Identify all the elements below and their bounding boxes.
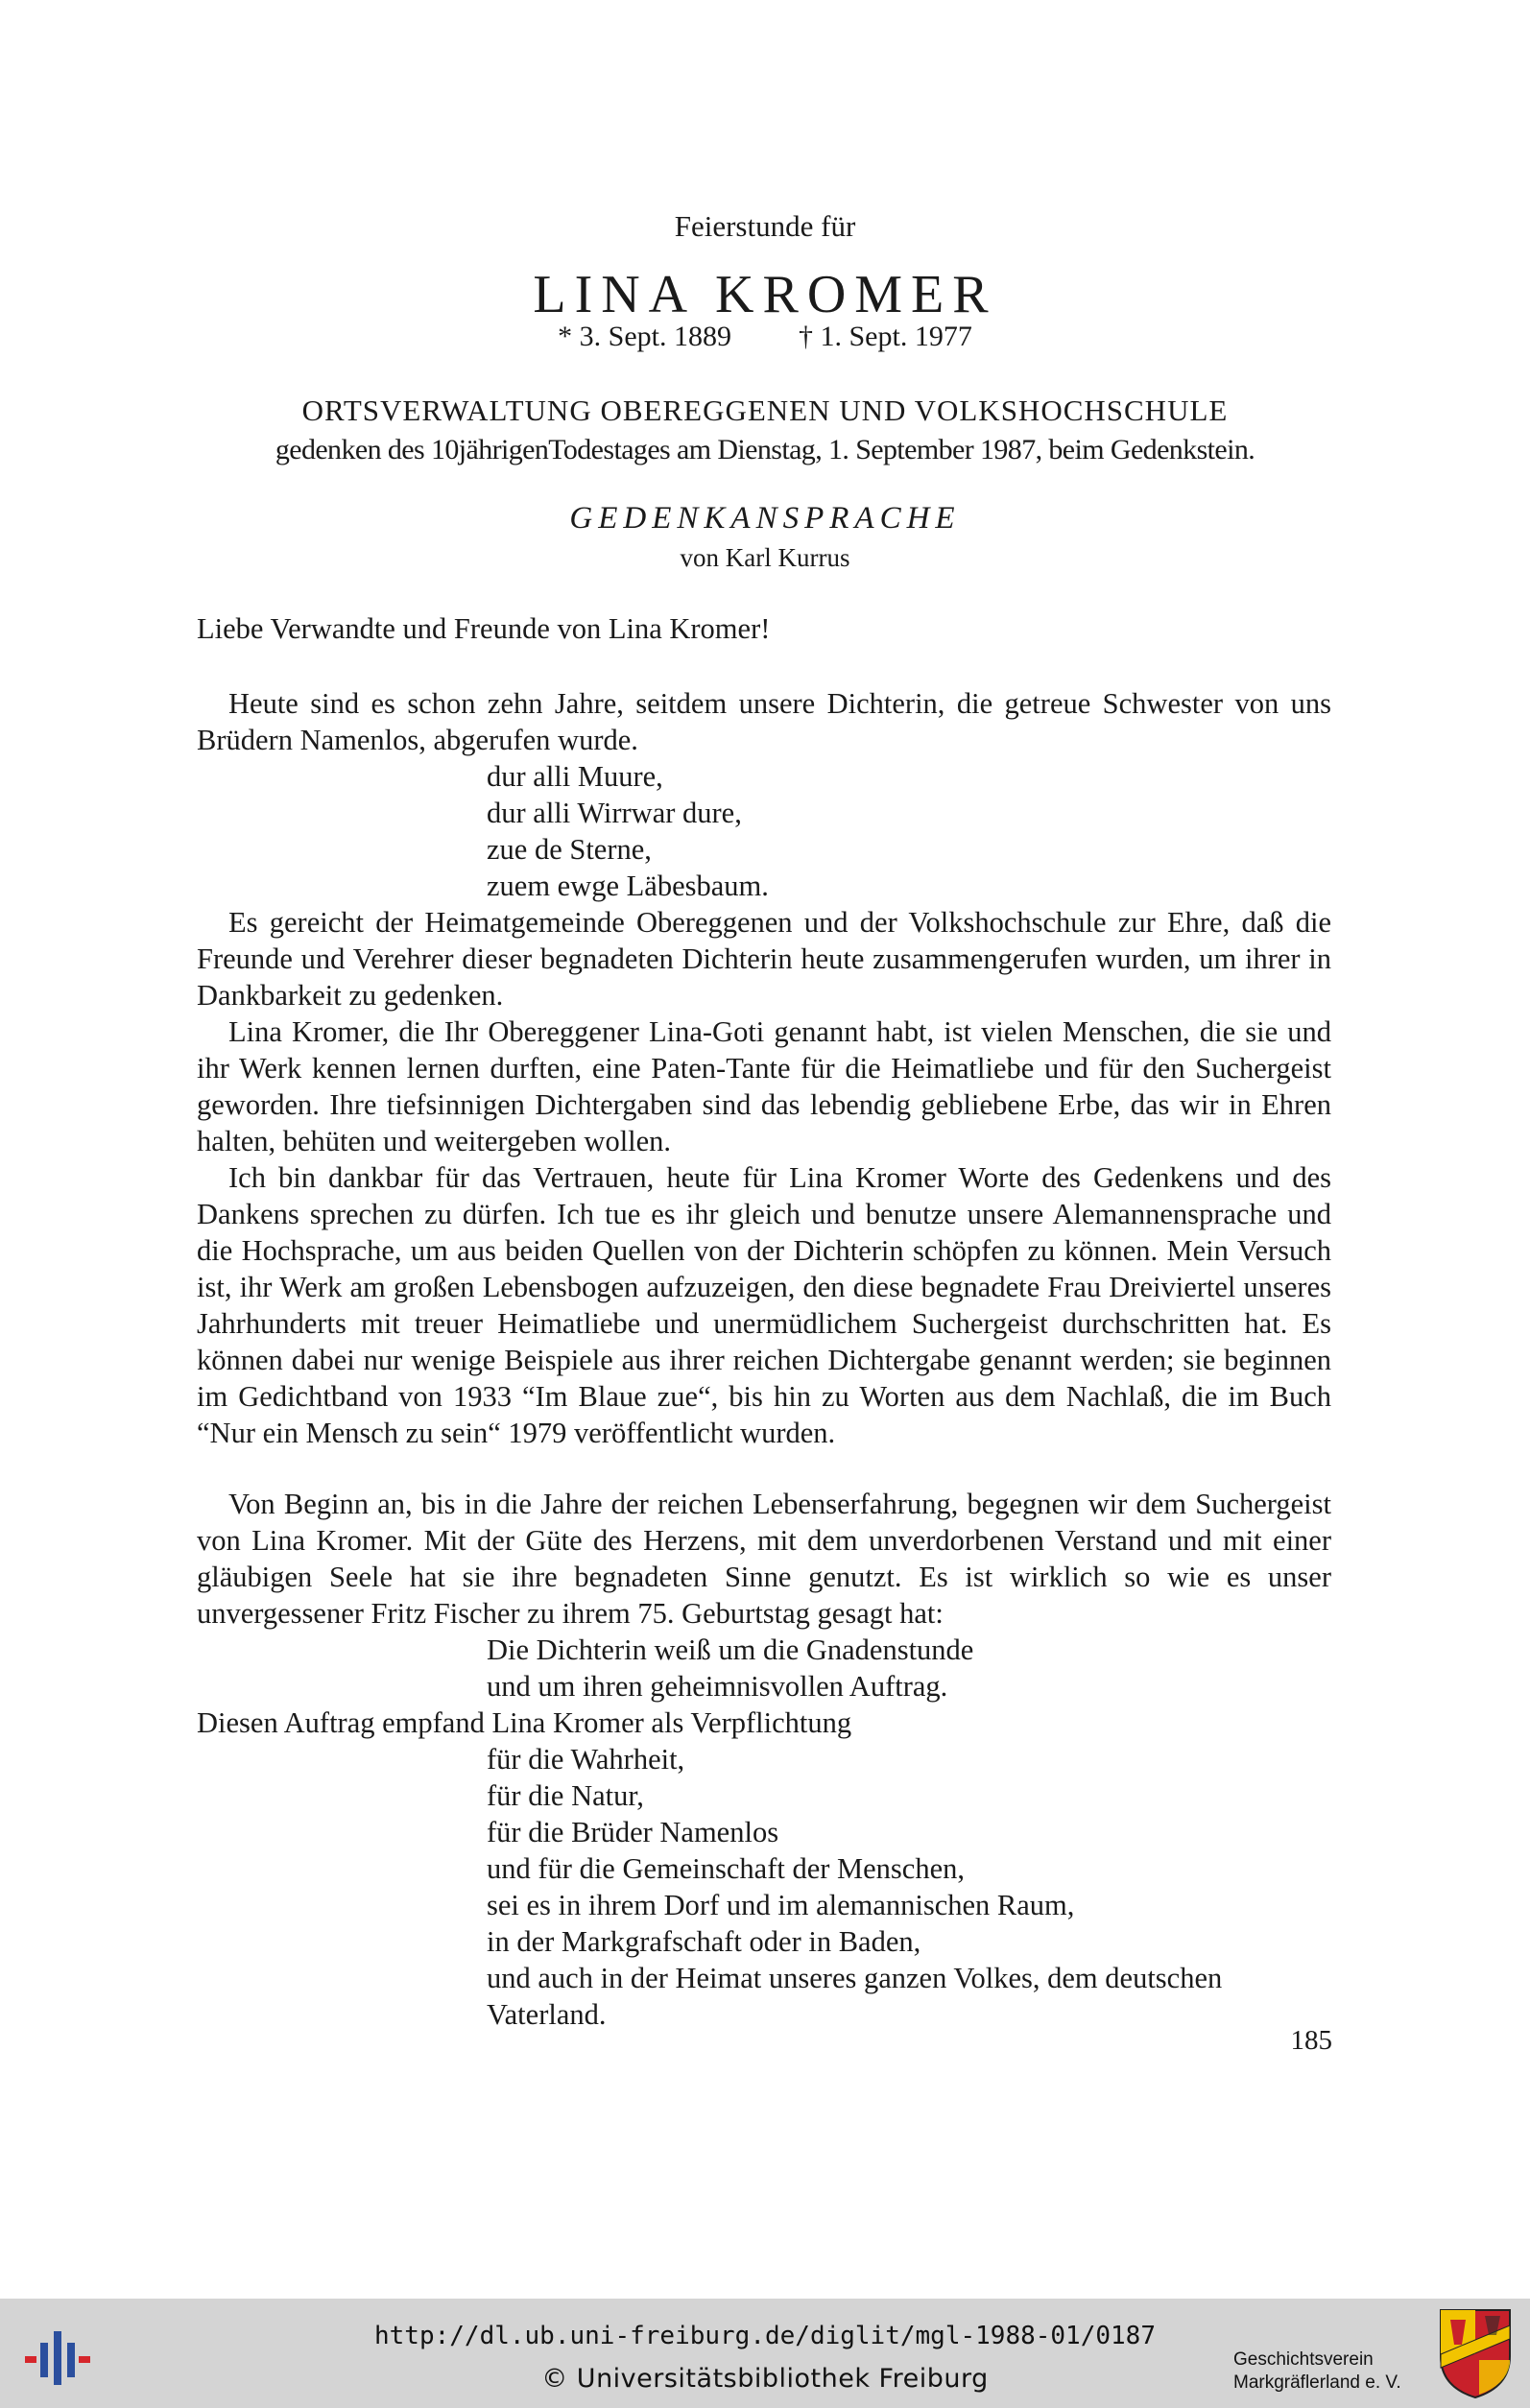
salutation: Liebe Verwandte und Freunde von Lina Kromer! — [197, 612, 771, 645]
death-date: † 1. Sept. 1977 — [799, 321, 972, 352]
verse-line: in der Markgrafschaft oder in Baden, — [487, 1925, 921, 1958]
paragraph-4: Ich bin dankbar für das Vertrauen, heute für Lina Kromer Worte des Gedenkens und des Dankens sprechen zu dürfen. Ich tue es ihr gleich und benutze unsere Alemannensprache und die Hochsprache, um aus beiden Quellen von der Dichterin schöpfen zu können. Mein Versuch ist, ihr Werk am großen Lebensbogen aufzuzeigen, den diese begnadete Frau Dreiviertel unseres Jahrhunderts mit treuer Heimatliebe und unermüdlichem Suchergeist durchschritten hat. Es können dabei nur wenige Beispiele aus ihrer reichen Dichtergabe genannt werden; sie beginnen im Gedichtband von 1933 “Im Blaue zue“, bis hin zu Worten aus dem Nachlaß, die im Buch “Nur ein Mensch zu sein“ 1979 veröffentlicht wurden. — [197, 1161, 1331, 1449]
verse-block-1 — [487, 758, 769, 904]
verse-line: zuem ewge Läbesbaum. — [487, 870, 769, 902]
verse-line: Die Dichterin weiß um die Gnadenstunde — [487, 1633, 974, 1666]
coat-of-arms-icon[interactable] — [1437, 2306, 1514, 2400]
verse-line: sei es in ihrem Dorf und im alemannischen Raum, — [487, 1889, 1075, 1921]
event-subtitle: Feierstunde für — [674, 209, 856, 243]
honoree-name: LINA KROMER — [533, 265, 997, 324]
page-number: 185 — [1290, 2025, 1332, 2056]
verse-block-2 — [487, 1632, 973, 1705]
verse-line: dur alli Muure, — [487, 760, 663, 793]
document-url-link[interactable]: http://dl.ub.uni-freiburg.de/diglit/mgl-1988-01/0187 — [374, 2322, 1156, 2350]
paragraph-2: Es gereicht der Heimatgemeinde Obereggenen und der Volkshochschule zur Ehre, daß die Freunde und Verehrer dieser begnadeten Dichterin heute zusammengerufen wurden, um ihrer in Dankbarkeit zu gedenken. — [197, 906, 1331, 1012]
speech-author: von Karl Kurrus — [680, 543, 850, 572]
verse-line: für die Wahrheit, — [487, 1743, 685, 1776]
verse-line: und für die Gemeinschaft der Menschen, — [487, 1852, 965, 1885]
life-dates — [0, 321, 1530, 353]
speech-title: GEDENKANSPRACHE — [569, 501, 961, 536]
occasion-line: gedenken des 10jährigenTodestages am Dienstag, 1. September 1987, beim Gedenkstein. — [275, 434, 1255, 465]
paragraph-3: Lina Kromer, die Ihr Obereggener Lina-Goti genannt habt, ist vielen Menschen, die sie und ihr Werk kennen lernen durften, eine Paten-Tante für die Heimatliebe und für den Suchergeist geworden. Ihre tiefsinnigen Dichtergaben sind das lebendig gebliebene Erbe, das wir in Ehren halten, behüten und weitergeben wollen. — [197, 1015, 1331, 1157]
verse-line: für die Natur, — [487, 1779, 644, 1812]
verse-line: dur alli Wirrwar dure, — [487, 797, 742, 829]
copyright-notice: © Universitätsbibliothek Freiburg — [541, 2364, 989, 2394]
birth-date: * 3. Sept. 1889 — [558, 321, 731, 352]
society-name — [1233, 2348, 1425, 2395]
society-line-1: Geschichtsverein — [1233, 2349, 1374, 2370]
verse-block-3 — [487, 1741, 1222, 2033]
verse-line: zue de Sterne, — [487, 833, 652, 866]
society-line-2: Markgräflerland e. V. — [1233, 2372, 1401, 2393]
paragraph-6: Diesen Auftrag empfand Lina Kromer als Verpflichtung — [197, 1706, 852, 1739]
paragraph-1: Heute sind es schon zehn Jahre, seitdem unsere Dichterin, die getreue Schwester von uns Brüdern Namenlos, abgerufen wurde. — [197, 687, 1331, 756]
footer-band — [0, 2299, 1530, 2408]
verse-line: und auch in der Heimat unseres ganzen Volkes, dem deutschen — [487, 1962, 1223, 1994]
organizers-heading: ORTSVERWALTUNG OBEREGGENEN UND VOLKSHOCHSCHULE — [301, 393, 1229, 427]
verse-line: für die Brüder Namenlos — [487, 1816, 779, 1848]
paragraph-5: Von Beginn an, bis in die Jahre der reichen Lebenserfahrung, begegnen wir dem Suchergeist von Lina Kromer. Mit der Güte des Herzens, mit dem unverdorbenen Verstand und mit einer gläubigen Seele hat sie ihre begnadeten Sinne genutzt. Es ist wirklich so wie es unser unvergessener Fritz Fischer zu ihrem 75. Geburtstag gesagt hat: — [197, 1488, 1331, 1630]
verse-line: und um ihren geheimnisvollen Auftrag. — [487, 1670, 948, 1703]
verse-line: Vaterland. — [487, 1998, 607, 2031]
